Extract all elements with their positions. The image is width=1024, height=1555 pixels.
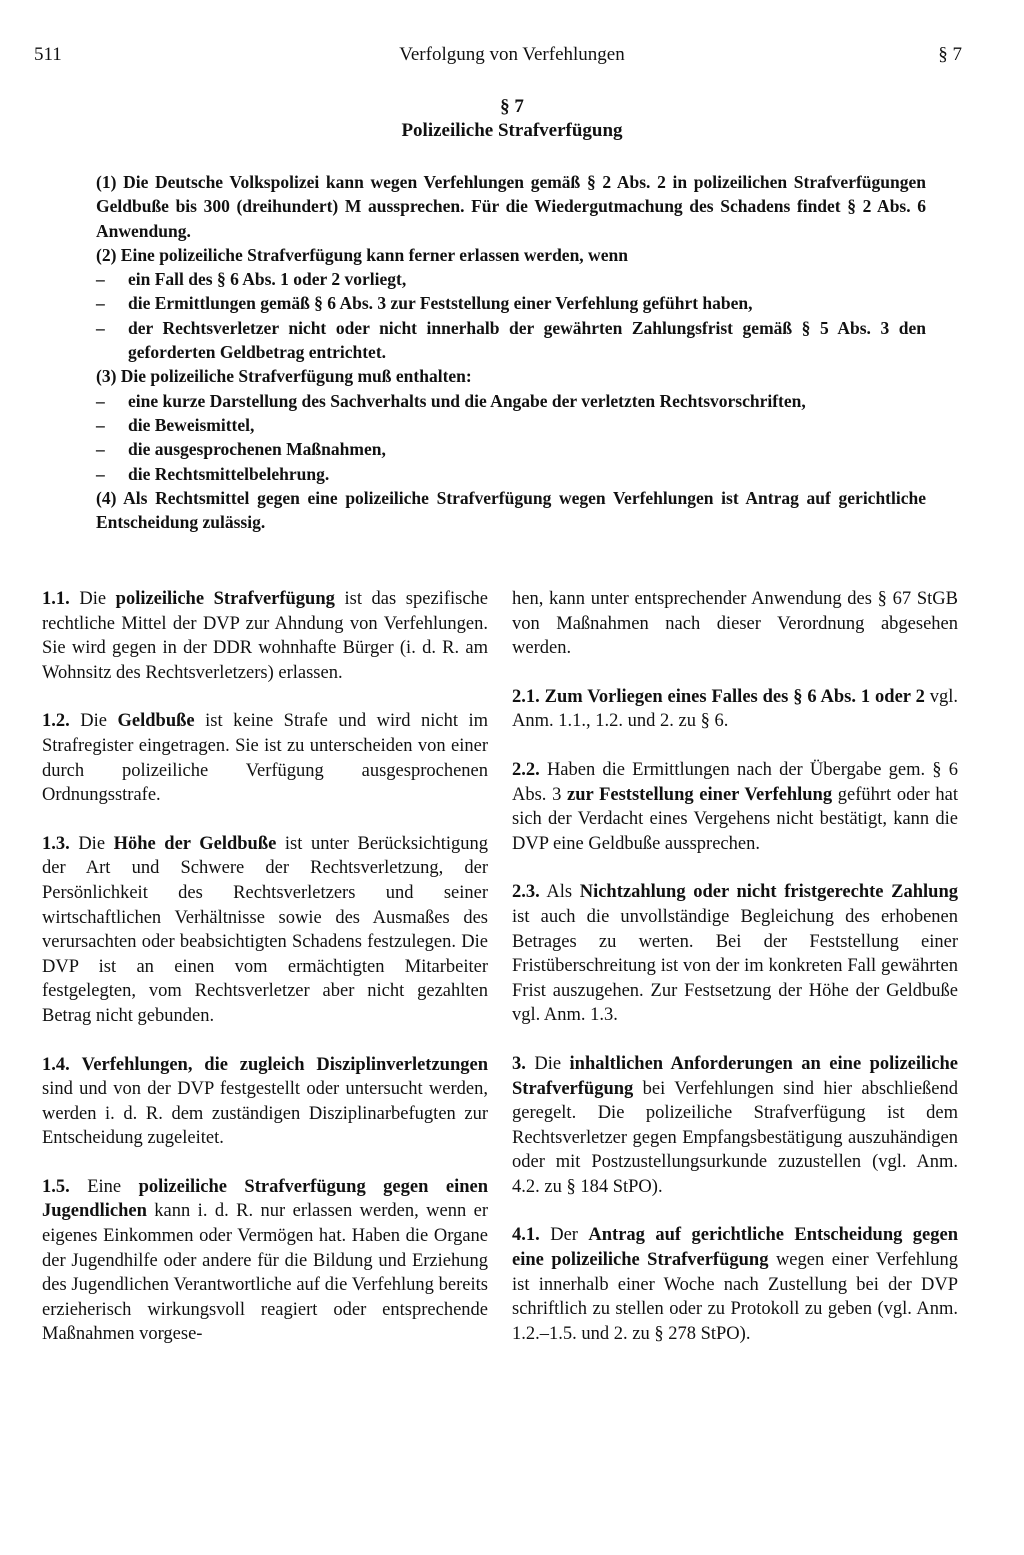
note-text: kann i. d. R. nur erlassen werden, wenn er eigenes Einkommen oder Vermögen hat. Haben die Organe der Jugendhilfe oder andere für die Bildung und Erziehung des Jugendlichen Verantwortliche auf die Verfehlung bereits erzieherisch wirkungsvoll reagiert oder entsprechende Maßnahmen vorgese- [42, 1201, 489, 1345]
list-dash: – [96, 414, 105, 435]
note-text: Als [546, 882, 573, 903]
note-text: Die [79, 589, 107, 609]
statute-paragraph-3-intro: (3) Die polizeiliche Strafverfügung muß enthalten: [96, 366, 472, 387]
note-keyword: Geldbuße [117, 711, 195, 732]
commentary-note [512, 685, 958, 734]
list-item-text: eine kurze Darstellung des Sachverhalts und die Angabe der verletzten Rechtsvorschriften, [128, 390, 806, 411]
note-keyword: inhaltlichen Anforderungen an eine polizeiliche Strafverfügung [512, 1053, 958, 1099]
commentary-continuation: hen, kann unter entsprechender Anwendung des § 67 StGB von Maßnahmen nach dieser Verordnung abgesehen werden. [512, 589, 958, 659]
commentary-note [512, 880, 958, 1028]
note-number: 1.3. [42, 833, 70, 854]
note-number: 1.4. [42, 1054, 70, 1075]
note-text: ist keine Strafe und wird nicht im Strafregister eingetragen. Sie ist zu unterscheiden von einer durch polizeiliche Verfügung ausgesprochenen Ordnungsstrafe. [42, 711, 489, 806]
list-item-text: der Rechtsverletzer nicht oder nicht innerhalb der gewährten Zahlungsfrist gemäß § 5 Abs. 3 den geforderten Geldbetrag entrichtet. [128, 317, 926, 363]
list-dash: – [96, 390, 105, 411]
note-number: 2.2. [512, 759, 540, 780]
note-keyword: polizeiliche Strafverfügung gegen einen Jugendlichen [42, 1176, 488, 1222]
note-text: ist unter Berücksichtigung der Art und Schwere der Rechtsverletzung, der Persönlichkeit des Rechtsverletzers und seiner wirtschaftlichen Verhältnisse sowie des Ausmaßes des verursachten oder beabsichtigten Schadens festzulegen. Die DVP ist an einen vom ermächtigten Mitarbeiter festgelegten, vom Rechtsverletzer aber nicht gezahlten Betrag nicht gebunden. [42, 833, 489, 1026]
note-keyword: Höhe der Geldbuße [113, 833, 277, 854]
note-text: geführt oder hat sich der Verdacht eines Vergehens nicht bestätigt, kann die DVP eine Geldbuße aussprechen. [512, 784, 958, 854]
note-number: 2.1. [512, 686, 540, 707]
commentary-note [512, 758, 958, 856]
commentary-note [42, 587, 488, 685]
commentary-right-column [512, 587, 958, 1370]
note-number: 1.5. [42, 1176, 70, 1197]
commentary-note [512, 1052, 958, 1200]
note-number: 2.3. [512, 882, 540, 903]
note-text: Die [80, 711, 107, 732]
note-keyword: Zum Vorliegen eines Falles des § 6 Abs. 1 oder 2 [544, 686, 925, 707]
statute-list-item [96, 462, 926, 486]
note-text: vgl. Anm. 1.1., 1.2. und 2. zu § 6. [512, 686, 959, 732]
statute-list-item [96, 413, 926, 437]
note-text: bei Verfehlungen sind hier abschließend geregelt. Die polizeiliche Strafverfügung ist dem Rechtsverletzer gegen Empfangsbestätigung auszuhändigen oder mit Postzustellungsurkunde zuzustellen (vgl. Anm. 4.2. zu § 184 StPO). [512, 1078, 958, 1197]
statute-list-item [96, 389, 926, 413]
commentary-note [42, 1175, 488, 1347]
commentary-note [512, 1223, 958, 1346]
list-dash: – [96, 317, 105, 338]
note-text: Die [78, 833, 106, 854]
statute-paragraph-2-intro: (2) Eine polizeiliche Strafverfügung kann ferner erlassen werden, wenn [96, 244, 628, 265]
note-keyword: Nichtzahlung oder nicht fristgerechte Zahlung [579, 882, 959, 903]
statute-list-item [96, 316, 926, 365]
statute-paragraph-4: (4) Als Rechtsmittel gegen eine polizeiliche Strafverfügung wegen Verfehlungen ist Antrag auf gerichtliche Entscheidung zulässig. [96, 487, 926, 533]
note-keyword: Antrag auf gerichtliche Entscheidung gegen eine polizeiliche Strafverfügung [512, 1225, 959, 1271]
list-item-text: die Beweismittel, [128, 414, 255, 435]
note-text: Die [534, 1053, 562, 1074]
statute-list-item [96, 291, 926, 315]
list-item-text: die Rechtsmittelbelehrung. [128, 463, 330, 484]
section-reference: § 7 [938, 44, 962, 65]
note-keyword: zur Feststellung einer Verfehlung [567, 784, 833, 805]
note-number: 4.1. [512, 1225, 540, 1246]
list-item-text: die ausgesprochenen Maßnahmen, [128, 439, 386, 460]
list-dash: – [96, 439, 105, 460]
list-dash: – [96, 463, 105, 484]
commentary-note [42, 832, 488, 1029]
statute-list-item [96, 437, 926, 461]
statute-text [96, 170, 926, 534]
note-text: Eine [87, 1176, 122, 1197]
note-number: 1.1. [42, 589, 70, 609]
note-text: sind und von der DVP festgestellt oder untersucht werden, werden i. d. R. dem zuständigen Disziplinarbefugten zur Entscheidung zugeleitet. [42, 1079, 488, 1149]
note-number: 3. [512, 1053, 526, 1074]
note-text: ist auch die unvollständige Begleichung des erhobenen Betrages zu werten. Bei der Feststellung einer Fristüberschreitung ist von der im konkreten Fall gewährten Frist auszugehen. Zur Festsetzung der Höhe der Geldbuße vgl. Anm. 1.3. [512, 906, 958, 1026]
running-title: Verfolgung von Verfehlungen [399, 44, 625, 65]
note-text: wegen einer Verfehlung ist innerhalb einer Woche nach Zustellung bei der DVP schriftlich zu stellen oder zu Protokoll zu geben (vgl. Anm. 1.2.–1.5. und 2. zu § 278 StPO). [512, 1250, 959, 1344]
page-number: 511 [34, 44, 62, 65]
note-keyword: Verfehlungen, die zugleich Disziplinverletzungen [81, 1054, 489, 1075]
list-item-text: ein Fall des § 6 Abs. 1 oder 2 vorliegt, [128, 269, 407, 290]
statute-paragraph-1: (1) Die Deutsche Volkspolizei kann wegen Verfehlungen gemäß § 2 Abs. 2 in polizeilichen Strafverfügungen Geldbuße bis 300 (dreihundert) M aussprechen. Für die Wiedergutmachung des Schadens findet § 2 Abs. 6 Anwendung. [96, 172, 926, 241]
section-number: § 7 [500, 96, 524, 117]
note-text: ist das spezifische rechtliche Mittel der DVP zur Ahndung von Verfehlungen. Sie wird gegen in der DDR wohnhafte Bürger (i. d. R. am Wohnsitz des Rechtsverletzers) erlassen. [42, 589, 488, 683]
statute-list-item [96, 267, 926, 291]
note-keyword: polizeiliche Strafverfügung [115, 589, 335, 609]
note-number: 1.2. [42, 711, 70, 732]
section-title: Polizeiliche Strafverfügung [401, 120, 623, 141]
list-dash: – [96, 293, 105, 314]
commentary-left-column [42, 587, 488, 1371]
commentary-note [42, 1053, 488, 1151]
list-dash: – [96, 269, 105, 290]
note-text: Haben die Ermittlungen nach der Übergabe gem. § 6 Abs. 3 [512, 759, 958, 805]
note-text: Der [550, 1225, 578, 1246]
commentary-note [42, 709, 488, 807]
list-item-text: die Ermittlungen gemäß § 6 Abs. 3 zur Feststellung einer Verfehlung geführt haben, [128, 293, 753, 314]
